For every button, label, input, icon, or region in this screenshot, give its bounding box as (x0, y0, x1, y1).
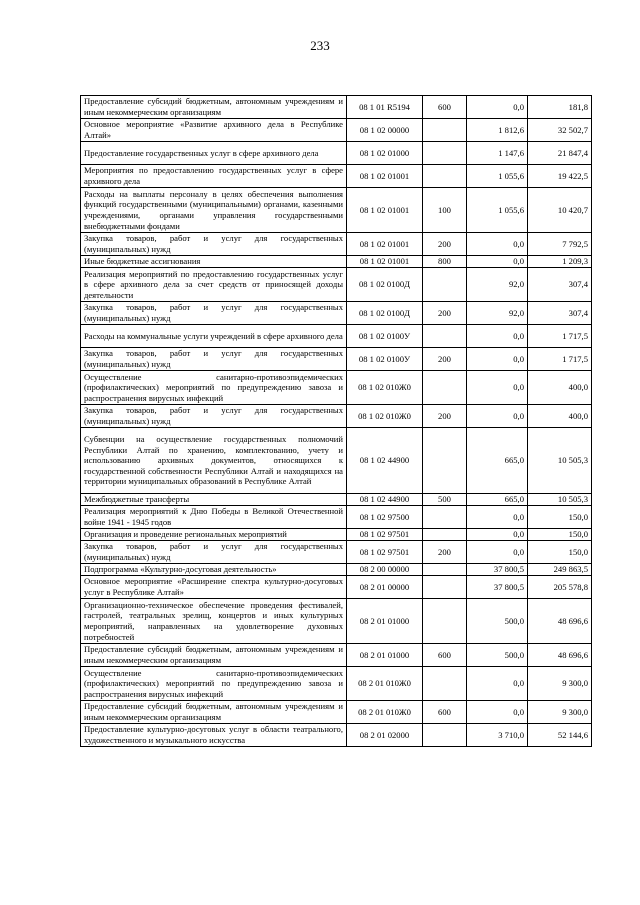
table-row (81, 256, 592, 268)
row-expense-type-cell (423, 119, 467, 142)
row-expense-type-cell: 200 (423, 405, 467, 428)
table-row (81, 96, 592, 119)
row-expense-type-cell (423, 506, 467, 529)
row-expense-type-cell (423, 268, 467, 302)
row-amount-b-cell: 181,8 (528, 96, 592, 119)
row-name-cell: Расходы на коммунальные услуги учреждений в сфере архивного дела (81, 325, 347, 348)
row-amount-b-cell: 1 717,5 (528, 348, 592, 371)
row-code-cell: 08 1 02 01001 (347, 188, 423, 233)
row-amount-b-cell: 205 578,8 (528, 576, 592, 599)
row-amount-b-cell: 48 696,6 (528, 599, 592, 644)
row-amount-a-cell: 1 055,6 (467, 188, 528, 233)
row-name-cell: Реализация мероприятий к Дню Победы в Великой Отечественной войне 1941 - 1945 годов (81, 506, 347, 529)
table-row (81, 325, 592, 348)
row-code-cell: 08 1 02 01000 (347, 142, 423, 165)
row-code-cell: 08 1 02 97501 (347, 541, 423, 564)
budget-table (80, 95, 592, 747)
row-amount-a-cell: 0,0 (467, 506, 528, 529)
row-amount-b-cell: 307,4 (528, 268, 592, 302)
row-expense-type-cell (423, 428, 467, 494)
table-row (81, 599, 592, 644)
row-name-cell: Межбюджетные трансферты (81, 494, 347, 506)
row-amount-b-cell: 48 696,6 (528, 644, 592, 667)
budget-table-body (81, 96, 592, 747)
row-code-cell: 08 2 01 010Ж0 (347, 701, 423, 724)
row-amount-b-cell: 21 847,4 (528, 142, 592, 165)
row-expense-type-cell: 200 (423, 233, 467, 256)
row-amount-a-cell: 500,0 (467, 644, 528, 667)
row-code-cell: 08 1 02 01001 (347, 233, 423, 256)
row-expense-type-cell (423, 599, 467, 644)
table-row (81, 724, 592, 747)
row-amount-a-cell: 0,0 (467, 701, 528, 724)
row-code-cell: 08 1 02 97501 (347, 529, 423, 541)
row-name-cell: Предоставление культурно-досуговых услуг в области театрального, художественного и музыкального искусства (81, 724, 347, 747)
row-name-cell: Реализация мероприятий по предоставлению государственных услуг в сфере архивного дела за счет средств от приносящей доходы деятельности (81, 268, 347, 302)
table-row (81, 529, 592, 541)
row-expense-type-cell: 200 (423, 541, 467, 564)
row-amount-b-cell: 10 505,3 (528, 494, 592, 506)
table-row (81, 119, 592, 142)
row-code-cell: 08 2 01 01000 (347, 599, 423, 644)
row-expense-type-cell: 600 (423, 701, 467, 724)
row-amount-b-cell: 307,4 (528, 302, 592, 325)
row-amount-b-cell: 10 420,7 (528, 188, 592, 233)
row-amount-a-cell: 0,0 (467, 233, 528, 256)
row-name-cell: Подпрограмма «Культурно-досуговая деятельность» (81, 564, 347, 576)
row-amount-b-cell: 9 300,0 (528, 667, 592, 701)
row-amount-b-cell: 7 792,5 (528, 233, 592, 256)
table-row (81, 541, 592, 564)
row-name-cell: Основное мероприятие «Развитие архивного дела в Республике Алтай» (81, 119, 347, 142)
table-row (81, 371, 592, 405)
row-amount-a-cell: 0,0 (467, 256, 528, 268)
row-code-cell: 08 2 01 010Ж0 (347, 667, 423, 701)
table-row (81, 644, 592, 667)
row-amount-b-cell: 400,0 (528, 405, 592, 428)
row-expense-type-cell: 100 (423, 188, 467, 233)
row-code-cell: 08 2 01 02000 (347, 724, 423, 747)
row-amount-a-cell: 0,0 (467, 96, 528, 119)
row-name-cell: Закупка товаров, работ и услуг для государственных (муниципальных) нужд (81, 541, 347, 564)
row-amount-a-cell: 3 710,0 (467, 724, 528, 747)
row-amount-a-cell: 0,0 (467, 529, 528, 541)
table-row (81, 188, 592, 233)
row-name-cell: Закупка товаров, работ и услуг для государственных (муниципальных) нужд (81, 348, 347, 371)
row-code-cell: 08 1 02 010Ж0 (347, 405, 423, 428)
table-row (81, 428, 592, 494)
row-amount-b-cell: 9 300,0 (528, 701, 592, 724)
row-amount-b-cell: 19 422,5 (528, 165, 592, 188)
row-amount-b-cell: 150,0 (528, 541, 592, 564)
row-amount-a-cell: 0,0 (467, 325, 528, 348)
row-expense-type-cell (423, 142, 467, 165)
row-amount-a-cell: 37 800,5 (467, 576, 528, 599)
row-amount-a-cell: 1 812,6 (467, 119, 528, 142)
row-amount-a-cell: 665,0 (467, 494, 528, 506)
table-row (81, 564, 592, 576)
row-expense-type-cell (423, 564, 467, 576)
row-amount-b-cell: 1 717,5 (528, 325, 592, 348)
row-name-cell: Предоставление субсидий бюджетным, автономным учреждениям и иным некоммерческим организациям (81, 644, 347, 667)
row-amount-a-cell: 0,0 (467, 371, 528, 405)
table-row (81, 165, 592, 188)
row-name-cell: Иные бюджетные ассигнования (81, 256, 347, 268)
row-amount-a-cell: 1 055,6 (467, 165, 528, 188)
row-name-cell: Организация и проведение региональных мероприятий (81, 529, 347, 541)
row-amount-a-cell: 1 147,6 (467, 142, 528, 165)
table-row (81, 576, 592, 599)
row-amount-b-cell: 150,0 (528, 506, 592, 529)
row-amount-a-cell: 0,0 (467, 405, 528, 428)
table-row (81, 506, 592, 529)
row-expense-type-cell: 500 (423, 494, 467, 506)
table-row (81, 405, 592, 428)
row-name-cell: Закупка товаров, работ и услуг для государственных (муниципальных) нужд (81, 302, 347, 325)
row-name-cell: Предоставление государственных услуг в сфере архивного дела (81, 142, 347, 165)
row-amount-b-cell: 52 144,6 (528, 724, 592, 747)
table-row (81, 667, 592, 701)
row-amount-a-cell: 0,0 (467, 348, 528, 371)
row-name-cell: Расходы на выплаты персоналу в целях обеспечения выполнения функций государственными (муниципальными) органами, казенными учреждениями, органами управления государственными внебюджетными фондами (81, 188, 347, 233)
row-name-cell: Организационно-техническое обеспечение проведения фестивалей, гастролей, театральных зрелищ, концертов и иных культурных мероприятий, направленных на удовлетворение духовных потребностей (81, 599, 347, 644)
row-expense-type-cell (423, 371, 467, 405)
row-code-cell: 08 1 02 0100У (347, 325, 423, 348)
row-code-cell: 08 1 02 01001 (347, 256, 423, 268)
row-amount-a-cell: 92,0 (467, 268, 528, 302)
row-amount-b-cell: 10 505,3 (528, 428, 592, 494)
row-code-cell: 08 2 01 00000 (347, 576, 423, 599)
table-row (81, 348, 592, 371)
table-row (81, 233, 592, 256)
row-amount-a-cell: 665,0 (467, 428, 528, 494)
row-amount-b-cell: 1 209,3 (528, 256, 592, 268)
row-expense-type-cell: 600 (423, 644, 467, 667)
row-code-cell: 08 1 02 97500 (347, 506, 423, 529)
row-name-cell: Осуществление санитарно-противоэпидемических (профилактических) мероприятий по предупреждению завоза и распространения вирусных инфекций (81, 667, 347, 701)
row-expense-type-cell (423, 576, 467, 599)
row-code-cell: 08 1 02 0100У (347, 348, 423, 371)
table-row (81, 268, 592, 302)
row-expense-type-cell: 200 (423, 302, 467, 325)
row-code-cell: 08 1 02 44900 (347, 494, 423, 506)
row-expense-type-cell: 800 (423, 256, 467, 268)
row-name-cell: Закупка товаров, работ и услуг для государственных (муниципальных) нужд (81, 233, 347, 256)
row-expense-type-cell (423, 724, 467, 747)
table-row (81, 494, 592, 506)
row-name-cell: Субвенции на осуществление государственных полномочий Республики Алтай по хранению, комплектованию, учету и использованию архивных документов, относящихся к государственной собственности Республики Алтай и находящихся на территории муниципальных образований в Республике Алтай (81, 428, 347, 494)
row-code-cell: 08 1 02 01001 (347, 165, 423, 188)
table-row (81, 701, 592, 724)
row-amount-a-cell: 92,0 (467, 302, 528, 325)
row-name-cell: Закупка товаров, работ и услуг для государственных (муниципальных) нужд (81, 405, 347, 428)
row-amount-a-cell: 0,0 (467, 667, 528, 701)
row-code-cell: 08 2 01 01000 (347, 644, 423, 667)
row-code-cell: 08 1 02 0100Д (347, 268, 423, 302)
row-amount-a-cell: 0,0 (467, 541, 528, 564)
row-amount-b-cell: 32 502,7 (528, 119, 592, 142)
row-code-cell: 08 1 02 010Ж0 (347, 371, 423, 405)
row-expense-type-cell (423, 165, 467, 188)
row-expense-type-cell: 600 (423, 96, 467, 119)
row-name-cell: Предоставление субсидий бюджетным, автономным учреждениям и иным некоммерческим организациям (81, 701, 347, 724)
row-code-cell: 08 1 02 44900 (347, 428, 423, 494)
page-number: 233 (310, 38, 330, 53)
row-amount-b-cell: 249 863,5 (528, 564, 592, 576)
row-code-cell: 08 2 00 00000 (347, 564, 423, 576)
table-row (81, 302, 592, 325)
row-code-cell: 08 1 02 0100Д (347, 302, 423, 325)
row-expense-type-cell (423, 667, 467, 701)
row-amount-b-cell: 150,0 (528, 529, 592, 541)
row-name-cell: Основное мероприятие «Расширение спектра культурно-досуговых услуг в Республике Алтай» (81, 576, 347, 599)
row-name-cell: Мероприятия по предоставлению государственных услуг в сфере архивного дела (81, 165, 347, 188)
row-code-cell: 08 1 01 R5194 (347, 96, 423, 119)
row-expense-type-cell (423, 325, 467, 348)
row-amount-a-cell: 500,0 (467, 599, 528, 644)
row-expense-type-cell: 200 (423, 348, 467, 371)
row-name-cell: Предоставление субсидий бюджетным, автономным учреждениям и иным некоммерческим организациям (81, 96, 347, 119)
row-name-cell: Осуществление санитарно-противоэпидемических (профилактических) мероприятий по предупреждению завоза и распространения вирусных инфекций (81, 371, 347, 405)
table-row (81, 142, 592, 165)
row-amount-a-cell: 37 800,5 (467, 564, 528, 576)
row-code-cell: 08 1 02 00000 (347, 119, 423, 142)
row-expense-type-cell (423, 529, 467, 541)
row-amount-b-cell: 400,0 (528, 371, 592, 405)
